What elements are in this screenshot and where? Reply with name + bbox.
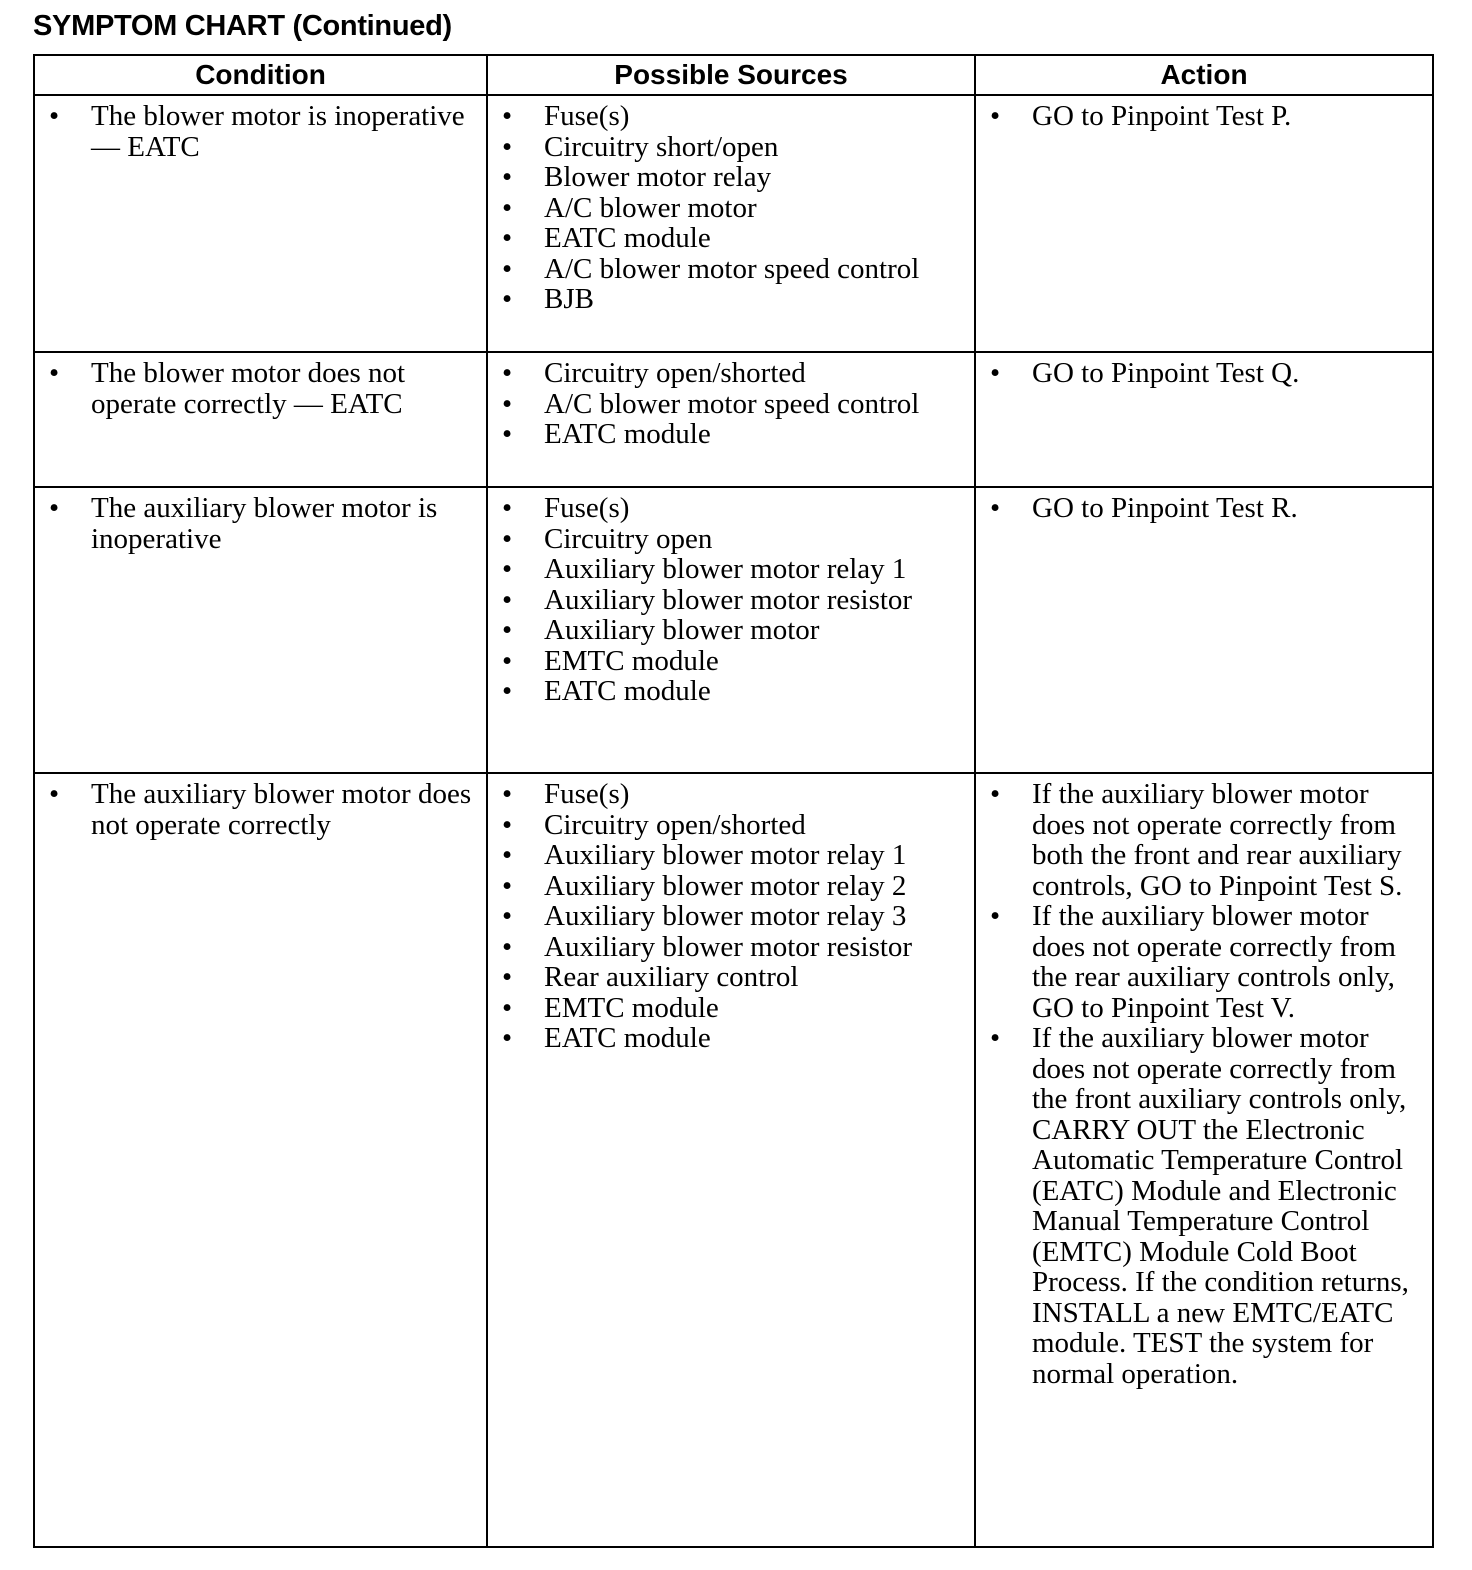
page-title: SYMPTOM CHART (Continued) xyxy=(33,10,452,42)
possible-sources-cell xyxy=(487,95,975,352)
possible-sources-list xyxy=(502,779,960,1054)
condition-item: • The blower motor is inoperative — EATC xyxy=(49,101,472,162)
source-item: • EMTC module xyxy=(502,646,960,677)
action-cell xyxy=(975,773,1433,1547)
source-item: • EATC module xyxy=(502,676,960,707)
column-header-possible-sources: Possible Sources xyxy=(487,55,975,95)
column-header-action: Action xyxy=(975,55,1433,95)
possible-sources-list xyxy=(502,358,960,450)
action-list xyxy=(990,101,1418,132)
source-item: • Fuse(s) xyxy=(502,779,960,810)
source-item: • Fuse(s) xyxy=(502,493,960,524)
source-item: • Auxiliary blower motor relay 1 xyxy=(502,840,960,871)
possible-sources-cell xyxy=(487,487,975,773)
source-item: • BJB xyxy=(502,284,960,315)
source-item: • Auxiliary blower motor relay 3 xyxy=(502,901,960,932)
possible-sources-cell xyxy=(487,352,975,487)
table-row xyxy=(34,95,1433,352)
action-list xyxy=(990,779,1418,1389)
source-item: • A/C blower motor speed control xyxy=(502,389,960,420)
condition-item: • The blower motor does not operate correctly — EATC xyxy=(49,358,472,419)
column-header-condition: Condition xyxy=(34,55,487,95)
source-item: • EATC module xyxy=(502,419,960,450)
source-item: • Auxiliary blower motor resistor xyxy=(502,932,960,963)
source-item: • Auxiliary blower motor resistor xyxy=(502,585,960,616)
source-item: • Auxiliary blower motor relay 2 xyxy=(502,871,960,902)
action-item: • GO to Pinpoint Test Q. xyxy=(990,358,1418,389)
action-cell xyxy=(975,95,1433,352)
action-item: • If the auxiliary blower motor does not operate correctly from the front auxiliary controls only, CARRY OUT the Electronic Automatic Temperature Control (EATC) Module and Electronic Manual Temperature Control (EMTC) Module Cold Boot Process. If the condition returns, INSTALL a new EMTC/EATC module. TEST the system for normal operation. xyxy=(990,1023,1418,1389)
source-item: • Auxiliary blower motor relay 1 xyxy=(502,554,960,585)
source-item: • Circuitry open/shorted xyxy=(502,358,960,389)
condition-list xyxy=(49,358,472,419)
possible-sources-cell xyxy=(487,773,975,1547)
source-item: • A/C blower motor speed control xyxy=(502,254,960,285)
action-item: • GO to Pinpoint Test P. xyxy=(990,101,1418,132)
source-item: • EATC module xyxy=(502,1023,960,1054)
source-item: • Auxiliary blower motor xyxy=(502,615,960,646)
action-item: • If the auxiliary blower motor does not operate correctly from both the front and rear auxiliary controls, GO to Pinpoint Test S. xyxy=(990,779,1418,901)
symptom-chart-table xyxy=(33,54,1434,1548)
table-row xyxy=(34,487,1433,773)
source-item: • A/C blower motor xyxy=(502,193,960,224)
condition-cell xyxy=(34,352,487,487)
action-item: • If the auxiliary blower motor does not operate correctly from the rear auxiliary controls only, GO to Pinpoint Test V. xyxy=(990,901,1418,1023)
condition-item: • The auxiliary blower motor is inoperative xyxy=(49,493,472,554)
table-row xyxy=(34,352,1433,487)
action-list xyxy=(990,358,1418,389)
condition-cell xyxy=(34,95,487,352)
action-cell xyxy=(975,487,1433,773)
action-item: • GO to Pinpoint Test R. xyxy=(990,493,1418,524)
source-item: • Circuitry open/shorted xyxy=(502,810,960,841)
table-row xyxy=(34,773,1433,1547)
source-item: • Rear auxiliary control xyxy=(502,962,960,993)
condition-cell xyxy=(34,773,487,1547)
source-item: • Circuitry short/open xyxy=(502,132,960,163)
source-item: • Fuse(s) xyxy=(502,101,960,132)
condition-list xyxy=(49,779,472,840)
condition-list xyxy=(49,101,472,162)
condition-list xyxy=(49,493,472,554)
possible-sources-list xyxy=(502,101,960,315)
source-item: • EMTC module xyxy=(502,993,960,1024)
source-item: • EATC module xyxy=(502,223,960,254)
action-list xyxy=(990,493,1418,524)
table-header-row xyxy=(34,55,1433,95)
source-item: • Blower motor relay xyxy=(502,162,960,193)
action-cell xyxy=(975,352,1433,487)
possible-sources-list xyxy=(502,493,960,707)
source-item: • Circuitry open xyxy=(502,524,960,555)
condition-item: • The auxiliary blower motor does not operate correctly xyxy=(49,779,472,840)
condition-cell xyxy=(34,487,487,773)
